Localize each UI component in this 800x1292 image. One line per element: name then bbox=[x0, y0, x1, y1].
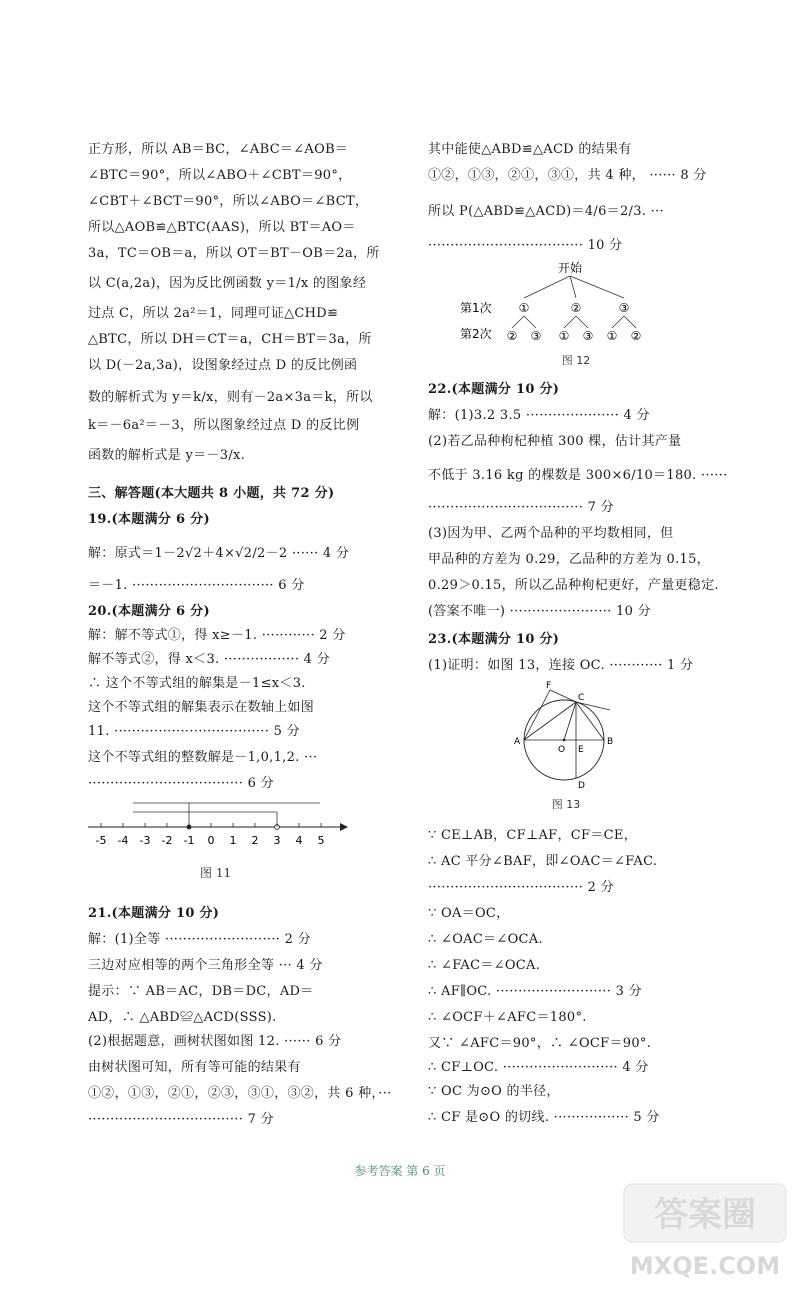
text-line: k＝－6a²＝－3，所以图象经过点 D 的反比例 bbox=[88, 418, 360, 433]
text-line: 过点 C，所以 2a²＝1，同理可证△CHD≌ bbox=[88, 306, 339, 321]
q22-line: (答案不唯一) ······················· 10 分 bbox=[428, 604, 651, 619]
q23-line: ∵ OC 为⊙O 的半径， bbox=[428, 1084, 560, 1099]
q20-line: 解不等式②，得 x＜3. ················· 4 分 bbox=[88, 652, 330, 667]
q21-cont-line: ①②，①③，②①，③①，共 4 种， ······ 8 分 bbox=[428, 168, 707, 183]
tree-diagram bbox=[458, 258, 658, 370]
q22-line: 甲品种的方差为 0.29，乙品种的方差为 0.15， bbox=[428, 552, 710, 567]
q21-line: ··································· 7 分 bbox=[88, 1112, 274, 1127]
q20-line: 这个不等式组的整数解是－1,0,1,2. ··· bbox=[88, 750, 318, 765]
text-line: 正方形，所以 AB＝BC，∠ABC＝∠AOB＝ bbox=[88, 142, 349, 157]
tick-label: 3 bbox=[273, 834, 281, 847]
pt-label: E bbox=[578, 745, 584, 755]
text-line: 以 D(－2a,3a)，设图象经过点 D 的反比例函 bbox=[88, 358, 358, 373]
tick-label: -3 bbox=[139, 834, 151, 847]
q21-heading: 21.(本题满分 10 分) bbox=[88, 906, 220, 921]
text-line: ∠CBT＋∠BCT＝90°，所以∠ABO＝∠BCT， bbox=[88, 194, 369, 209]
q23-line: ∴ AF∥OC. ·························· 3 分 bbox=[428, 984, 642, 999]
q21-line: 提示：∵ AB＝AC，DB＝DC，AD＝ bbox=[88, 984, 314, 999]
pt-label: C bbox=[578, 693, 585, 703]
tree-leaf: ② bbox=[506, 329, 518, 343]
tree-row2-label: 第2次 bbox=[460, 327, 492, 341]
tick-label: -1 bbox=[183, 834, 195, 847]
q20-line: 解：解不等式①，得 x≥－1. ············ 2 分 bbox=[88, 628, 346, 643]
text-line: 以 C(a,2a)，因为反比例函数 y＝1/x 的图象经 bbox=[88, 276, 367, 291]
q23-line: (1)证明：如图 13，连接 OC. ············ 1 分 bbox=[428, 658, 694, 673]
tick-label: 0 bbox=[207, 834, 215, 847]
tree-node: ② bbox=[570, 301, 582, 315]
q21-line: 由树状图可知，所有等可能的结果有 bbox=[88, 1060, 301, 1075]
q23-line: ∴ ∠OCF＋∠AFC＝180°. bbox=[428, 1010, 587, 1025]
tree-leaf: ③ bbox=[530, 329, 542, 343]
q23-line: ∴ CF 是⊙O 的切线. ················· 5 分 bbox=[428, 1110, 660, 1125]
tree-node: ③ bbox=[618, 301, 630, 315]
q19-line: 解：原式＝1－2√2＋4×√2/2－2 ······ 4 分 bbox=[88, 546, 350, 561]
q21-cont-line: 其中能使△ABD≌△ACD 的结果有 bbox=[428, 142, 632, 157]
pt-label: A bbox=[514, 737, 521, 747]
text-line: △BTC，所以 DH＝CT＝a，CH＝BT＝3a，所 bbox=[88, 332, 372, 347]
q22-line: (3)因为甲、乙两个品种的平均数相同，但 bbox=[428, 526, 674, 541]
tick-label: 2 bbox=[251, 834, 259, 847]
watermark-bottom: MXQE.COM bbox=[629, 1252, 781, 1280]
axis-arrow bbox=[340, 823, 348, 831]
tick-label: -2 bbox=[161, 834, 173, 847]
q23-line: ∴ CF⊥OC. ·························· 4 分 bbox=[428, 1060, 649, 1075]
pt-label: O bbox=[558, 745, 566, 755]
q22-line: 解：(1)3.2 3.5 ····················· 4 分 bbox=[428, 408, 650, 423]
center-point bbox=[563, 739, 566, 742]
text-line: 数的解析式为 y＝k/x，则有－2a×3a＝k，所以 bbox=[88, 390, 373, 405]
tree-leaf: ② bbox=[630, 329, 642, 343]
q21-cont-line: 所以 P(△ABD≌△ACD)＝4/6＝2/3. ··· bbox=[428, 204, 664, 219]
text-line: 函数的解析式是 y＝－3/x. bbox=[88, 448, 246, 463]
q20-line: ··································· 6 分 bbox=[88, 776, 274, 791]
watermark-logo bbox=[620, 1180, 790, 1285]
tick-label: 1 bbox=[229, 834, 237, 847]
pt-label: D bbox=[578, 781, 585, 791]
q21-line: AD，∴ △ABD≌△ACD(SSS). bbox=[88, 1010, 277, 1025]
tick-label: 4 bbox=[295, 834, 303, 847]
pt-label: F bbox=[546, 681, 552, 691]
q23-line: ∴ AC 平分∠BAF，即∠OAC＝∠FAC. bbox=[428, 854, 658, 869]
q23-line: ∵ CE⊥AB，CF⊥AF，CF＝CE， bbox=[428, 828, 638, 843]
q20-line: ∴ 这个不等式组的解集是－1≤x＜3. bbox=[88, 676, 306, 691]
q23-line: 又∵ ∠AFC＝90°，∴ ∠OCF＝90°. bbox=[428, 1036, 652, 1051]
q20-line: 11. ··································· 5 分 bbox=[88, 724, 300, 739]
q23-line: ··································· 2 分 bbox=[428, 880, 614, 895]
q23-line: ∴ ∠FAC＝∠OCA. bbox=[428, 958, 541, 973]
tree-node: ① bbox=[518, 301, 530, 315]
number-line-figure bbox=[88, 800, 350, 862]
q22-line: 0.29＞0.15，所以乙品种枸杞更好，产量更稳定. bbox=[428, 578, 719, 593]
pt-label: B bbox=[607, 737, 614, 747]
q21-line: 三边对应相等的两个三角形全等 ··· 4 分 bbox=[88, 958, 323, 973]
segment-oc bbox=[564, 702, 576, 740]
q19-heading: 19.(本题满分 6 分) bbox=[88, 512, 210, 527]
circle-figure bbox=[506, 680, 626, 814]
tree-row1-label: 第1次 bbox=[460, 301, 492, 315]
q20-heading: 20.(本题满分 6 分) bbox=[88, 604, 210, 619]
figure-caption: 图 11 bbox=[200, 866, 232, 880]
q23-line: ∴ ∠OAC＝∠OCA. bbox=[428, 932, 543, 947]
tick-label: -4 bbox=[117, 834, 129, 847]
q21-line: 解：(1)全等 ·························· 2 分 bbox=[88, 932, 311, 947]
q19-line: ＝－1. ································ 6 分 bbox=[88, 578, 305, 593]
section-heading: 三、解答题(本大题共 8 小题，共 72 分) bbox=[88, 486, 335, 501]
text-line: 所以△AOB≌△BTC(AAS)，所以 BT＝AO＝ bbox=[88, 220, 356, 235]
q21-line: ①②，①③，②①，②③，③①，③②，共 6 种，··· bbox=[88, 1086, 392, 1101]
tree-leaf: ① bbox=[606, 329, 618, 343]
q21-cont-line: ··································· 10 分 bbox=[428, 238, 623, 253]
q20-line: 这个不等式组的解集表示在数轴上如图 bbox=[88, 700, 315, 715]
figure-caption: 图 13 bbox=[551, 798, 581, 811]
q22-line: 不低于 3.16 kg 的棵数是 300×6/10＝180. ······ bbox=[428, 468, 728, 483]
watermark-top: 答案圈 bbox=[654, 1195, 756, 1235]
tree-leaf: ① bbox=[558, 329, 570, 343]
tick-label: 5 bbox=[317, 834, 325, 847]
q23-heading: 23.(本题满分 10 分) bbox=[428, 632, 560, 647]
q22-heading: 22.(本题满分 10 分) bbox=[428, 382, 560, 397]
figure-caption: 图 12 bbox=[561, 354, 591, 367]
page-footer: 参考答案 第 6 页 bbox=[354, 1164, 446, 1178]
segment-ac bbox=[524, 702, 576, 740]
q23-line: ∵ OA＝OC， bbox=[428, 906, 510, 921]
text-line: 3a，TC＝OB＝a，所以 OT＝BT－OB＝2a，所 bbox=[88, 246, 380, 261]
segment-af bbox=[524, 690, 550, 740]
q21-line: (2)根据题意，画树状图如图 12. ······ 6 分 bbox=[88, 1034, 342, 1049]
text-line: ∠BTC＝90°，所以∠ABO＋∠CBT＝90°， bbox=[88, 168, 352, 183]
tree-leaf: ③ bbox=[582, 329, 594, 343]
tree-start: 开始 bbox=[557, 261, 583, 275]
q22-line: (2)若乙品种枸杞种植 300 棵，估计其产量 bbox=[428, 434, 682, 449]
tick-label: -5 bbox=[95, 834, 107, 847]
q22-line: ··································· 7 分 bbox=[428, 500, 614, 515]
